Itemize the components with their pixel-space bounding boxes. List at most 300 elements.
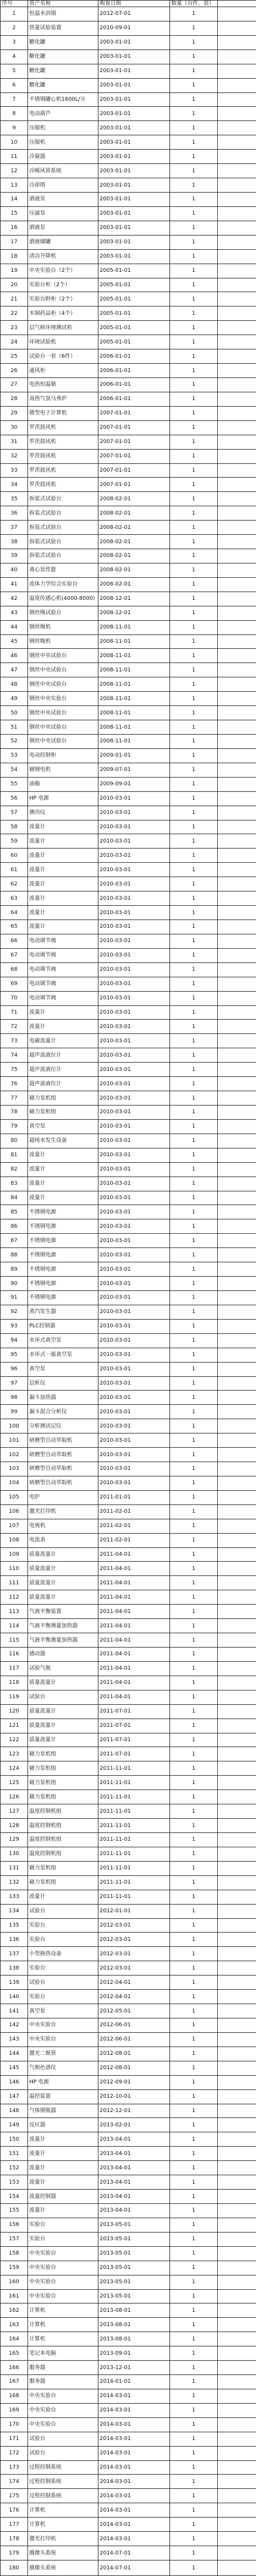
purchase-date: 2014-03-01 — [98, 2475, 170, 2489]
purchase-date: 2013-05-01 — [98, 2275, 170, 2289]
asset-name: 糖化罐 — [28, 35, 98, 49]
quantity: 1 — [170, 2046, 218, 2061]
asset-name: 试验台 — [28, 1690, 98, 1704]
row-number: 31 — [1, 435, 28, 449]
extra-cell — [218, 1833, 256, 1847]
purchase-date: 2011-11-01 — [98, 1819, 170, 1833]
row-number: 3 — [1, 35, 28, 49]
quantity: 1 — [170, 1063, 218, 1077]
row-number: 114 — [1, 1619, 28, 1633]
quantity: 1 — [170, 92, 218, 107]
table-row — [1, 206, 256, 221]
table-row — [1, 2518, 256, 2532]
quantity: 1 — [170, 406, 218, 420]
asset-name: 中央实验台 — [28, 2032, 98, 2046]
row-number: 86 — [1, 1219, 28, 1234]
purchase-date: 2011-02-01 — [98, 1533, 170, 1547]
purchase-date: 2010-03-01 — [98, 991, 170, 1005]
asset-name: 试验台 — [28, 1904, 98, 1918]
purchase-date: 2012-08-01 — [98, 2046, 170, 2061]
quantity: 1 — [170, 1947, 218, 1961]
row-number: 19 — [1, 264, 28, 278]
quantity: 1 — [170, 677, 218, 692]
extra-cell — [218, 249, 256, 264]
quantity: 1 — [170, 2147, 218, 2161]
row-number: 100 — [1, 1419, 28, 1433]
asset-name: 流量计 — [28, 820, 98, 834]
asset-name: 压缩机 — [28, 121, 98, 135]
purchase-date: 2003-01-01 — [98, 150, 170, 164]
row-number: 17 — [1, 235, 28, 249]
table-row — [1, 1918, 256, 1933]
purchase-date: 2010-03-01 — [98, 920, 170, 934]
quantity: 1 — [170, 2489, 218, 2503]
row-number: 80 — [1, 1134, 28, 1148]
asset-name: 糖化罐 — [28, 49, 98, 64]
row-number: 92 — [1, 1305, 28, 1319]
purchase-date: 2010-03-01 — [98, 1176, 170, 1191]
extra-cell — [218, 1476, 256, 1490]
purchase-date: 2012-04-01 — [98, 1976, 170, 1990]
quantity: 1 — [170, 1661, 218, 1676]
purchase-date: 2013-02-01 — [98, 2118, 170, 2132]
quantity: 1 — [170, 7, 218, 21]
table-row — [1, 335, 256, 349]
purchase-date: 2011-11-01 — [98, 1833, 170, 1847]
quantity: 1 — [170, 49, 218, 64]
quantity: 1 — [170, 2332, 218, 2346]
row-number: 156 — [1, 2218, 28, 2232]
purchase-date: 2007-01-01 — [98, 420, 170, 435]
asset-name: 质量流量计 — [28, 1676, 98, 1690]
quantity: 1 — [170, 991, 218, 1005]
asset-name: 中央实验台 — [28, 2389, 98, 2403]
table-row — [1, 1048, 256, 1063]
asset-name: 钢丝中央试验台 — [28, 735, 98, 749]
table-row — [1, 2361, 256, 2375]
asset-name: 试验台 — [28, 2432, 98, 2446]
table-body — [1, 7, 256, 2576]
asset-name: 高热气氛马弗炉 — [28, 392, 98, 406]
row-number: 111 — [1, 1576, 28, 1590]
quantity: 1 — [170, 107, 218, 121]
asset-name: 钢丝中央实验台 — [28, 692, 98, 706]
asset-name: 钢丝中央试验台 — [28, 663, 98, 677]
purchase-date: 2005-01-01 — [98, 306, 170, 321]
quantity: 1 — [170, 1091, 218, 1106]
table-row — [1, 706, 256, 720]
purchase-date: 2010-03-01 — [98, 948, 170, 962]
asset-name: 不锈钢电源 — [28, 1277, 98, 1291]
extra-cell — [218, 2318, 256, 2332]
extra-cell — [218, 364, 256, 378]
extra-cell — [218, 64, 256, 78]
purchase-date: 2010-03-01 — [98, 1376, 170, 1391]
table-row — [1, 1562, 256, 1576]
purchase-date: 2010-03-01 — [98, 1348, 170, 1362]
row-number: 91 — [1, 1290, 28, 1305]
quantity: 1 — [170, 1819, 218, 1833]
asset-name: 质量流量计 — [28, 1704, 98, 1719]
table-row — [1, 1063, 256, 1077]
table-row — [1, 1761, 256, 1776]
asset-name: 质量流量计 — [28, 1547, 98, 1562]
quantity: 1 — [170, 2161, 218, 2175]
purchase-date: 2010-03-01 — [98, 834, 170, 849]
quantity: 1 — [170, 1747, 218, 1761]
purchase-date: 2005-01-01 — [98, 264, 170, 278]
row-number: 98 — [1, 1391, 28, 1405]
table-row — [1, 164, 256, 178]
asset-name: 漏斗加热器 — [28, 1391, 98, 1405]
purchase-date: 2014-03-01 — [98, 2503, 170, 2518]
row-number: 78 — [1, 1105, 28, 1119]
asset-name: 温度控制机组 — [28, 1833, 98, 1847]
extra-cell — [218, 1063, 256, 1077]
purchase-date: 2008-11-01 — [98, 677, 170, 692]
asset-name: 流量计 — [28, 2132, 98, 2147]
row-number: 96 — [1, 1362, 28, 1376]
row-number: 124 — [1, 1761, 28, 1776]
extra-cell — [218, 2475, 256, 2489]
extra-cell — [218, 1562, 256, 1576]
quantity: 1 — [170, 221, 218, 235]
quantity: 1 — [170, 2289, 218, 2303]
purchase-date: 2014-03-01 — [98, 2460, 170, 2475]
asset-name: 冷凝器 — [28, 150, 98, 164]
purchase-date: 2011-04-01 — [98, 1562, 170, 1576]
asset-name: 漏斗混合分析仪 — [28, 1405, 98, 1419]
asset-name: 中央实验台 — [28, 2275, 98, 2289]
purchase-date: 2010-03-01 — [98, 1476, 170, 1490]
purchase-date: 2014-03-01 — [98, 2518, 170, 2532]
extra-cell — [218, 1020, 256, 1034]
extra-cell — [218, 549, 256, 564]
row-number: 122 — [1, 1733, 28, 1747]
table-row — [1, 2232, 256, 2246]
purchase-date: 2011-07-01 — [98, 1747, 170, 1761]
table-row — [1, 21, 256, 35]
asset-name: 流量计 — [28, 2147, 98, 2161]
quantity: 1 — [170, 1448, 218, 1462]
quantity: 1 — [170, 791, 218, 806]
extra-cell — [218, 221, 256, 235]
extra-cell — [218, 763, 256, 777]
extra-cell — [218, 977, 256, 991]
purchase-date: 2011-07-01 — [98, 1719, 170, 1733]
row-number: 41 — [1, 577, 28, 592]
table-row — [1, 264, 256, 278]
quantity: 1 — [170, 2389, 218, 2403]
extra-cell — [218, 2147, 256, 2161]
row-number: 12 — [1, 164, 28, 178]
table-row — [1, 649, 256, 663]
purchase-date: 2003-01-01 — [98, 206, 170, 221]
extra-cell — [218, 1547, 256, 1562]
extra-cell — [218, 1119, 256, 1134]
quantity: 1 — [170, 1990, 218, 2004]
row-number: 153 — [1, 2175, 28, 2190]
purchase-date: 2007-01-01 — [98, 435, 170, 449]
table-row — [1, 906, 256, 920]
quantity: 1 — [170, 649, 218, 663]
quantity: 1 — [170, 521, 218, 535]
extra-cell — [218, 2190, 256, 2204]
purchase-date: 2010-03-01 — [98, 806, 170, 820]
extra-cell — [218, 2218, 256, 2232]
extra-cell — [218, 1462, 256, 1476]
row-number: 137 — [1, 1947, 28, 1961]
table-row — [1, 1234, 256, 1248]
purchase-date: 2010-03-01 — [98, 1305, 170, 1319]
asset-name: 罗茨鼓风机 — [28, 449, 98, 463]
asset-name: 电动葫芦 — [28, 107, 98, 121]
asset-name: 不锈钢电源 — [28, 1205, 98, 1219]
table-row — [1, 806, 256, 820]
quantity: 1 — [170, 1290, 218, 1305]
table-row — [1, 1605, 256, 1619]
extra-cell — [218, 2417, 256, 2432]
purchase-date: 2008-11-01 — [98, 692, 170, 706]
quantity: 1 — [170, 178, 218, 193]
quantity: 1 — [170, 463, 218, 478]
quantity: 1 — [170, 164, 218, 178]
purchase-date: 2007-01-01 — [98, 449, 170, 463]
quantity: 1 — [170, 606, 218, 620]
asset-name: 质量流量计 — [28, 1733, 98, 1747]
table-row — [1, 2303, 256, 2318]
table-row — [1, 1990, 256, 2004]
table-row — [1, 449, 256, 463]
row-number: 179 — [1, 2546, 28, 2560]
asset-name: 冷暖风管系统 — [28, 164, 98, 178]
extra-cell — [218, 1847, 256, 1861]
row-number: 25 — [1, 349, 28, 364]
row-number: 123 — [1, 1747, 28, 1761]
asset-name: 流量控制器 — [28, 2190, 98, 2204]
extra-cell — [218, 906, 256, 920]
table-row — [1, 2147, 256, 2161]
purchase-date: 2011-11-01 — [98, 1861, 170, 1875]
purchase-date: 2011-02-01 — [98, 1519, 170, 1533]
asset-name: 流量计 — [28, 834, 98, 849]
row-number: 35 — [1, 492, 28, 506]
asset-name: 磁力泵机组 — [28, 1105, 98, 1119]
extra-cell — [218, 1875, 256, 1890]
extra-cell — [218, 178, 256, 193]
extra-cell — [218, 192, 256, 206]
row-number: 71 — [1, 1005, 28, 1020]
table-row — [1, 1277, 256, 1291]
quantity: 1 — [170, 1205, 218, 1219]
asset-name: 实验台 — [28, 1961, 98, 1976]
extra-cell — [218, 1105, 256, 1119]
quantity: 1 — [170, 563, 218, 577]
extra-cell — [218, 306, 256, 321]
row-number: 136 — [1, 1933, 28, 1947]
purchase-date: 2011-11-01 — [98, 1847, 170, 1861]
quantity: 1 — [170, 2560, 218, 2576]
table-row — [1, 2546, 256, 2560]
purchase-date: 2011-04-01 — [98, 1633, 170, 1648]
row-number: 51 — [1, 720, 28, 735]
asset-name: 实验台 — [28, 1918, 98, 1933]
asset-name: 流量计 — [28, 906, 98, 920]
table-row — [1, 2161, 256, 2175]
table-row — [1, 2289, 256, 2303]
asset-name: HP 电源 — [28, 2075, 98, 2089]
table-row — [1, 1833, 256, 1847]
extra-cell — [218, 1576, 256, 1590]
quantity: 1 — [170, 2032, 218, 2046]
quantity: 1 — [170, 720, 218, 735]
quantity: 1 — [170, 2446, 218, 2460]
extra-cell — [218, 2375, 256, 2389]
table-row — [1, 1648, 256, 1662]
table-row — [1, 977, 256, 991]
quantity: 1 — [170, 777, 218, 791]
quantity: 1 — [170, 1476, 218, 1490]
purchase-date: 2010-03-01 — [98, 1219, 170, 1234]
purchase-date: 2010-03-01 — [98, 1063, 170, 1077]
purchase-date: 2010-03-01 — [98, 1162, 170, 1176]
extra-cell — [218, 278, 256, 292]
table-row — [1, 948, 256, 962]
purchase-date: 2009-09-01 — [98, 777, 170, 791]
row-number: 151 — [1, 2147, 28, 2161]
row-number: 157 — [1, 2232, 28, 2246]
purchase-date: 2003-01-01 — [98, 78, 170, 92]
purchase-date: 2013-08-01 — [98, 2303, 170, 2318]
asset-name: HP 电源 — [28, 791, 98, 806]
row-number: 34 — [1, 478, 28, 492]
quantity: 1 — [170, 420, 218, 435]
purchase-date: 2012-03-01 — [98, 1961, 170, 1976]
extra-cell — [218, 934, 256, 948]
row-number: 125 — [1, 1776, 28, 1790]
table-row — [1, 1576, 256, 1590]
quantity: 1 — [170, 748, 218, 763]
table-row — [1, 221, 256, 235]
row-number: 177 — [1, 2518, 28, 2532]
row-number: 129 — [1, 1833, 28, 1847]
purchase-date: 2008-11-01 — [98, 649, 170, 663]
table-row — [1, 2403, 256, 2417]
table-row — [1, 592, 256, 606]
asset-name: 计算机 — [28, 2503, 98, 2518]
extra-cell — [218, 1690, 256, 1704]
row-number: 118 — [1, 1676, 28, 1690]
asset-name: 电磁流量计 — [28, 1034, 98, 1048]
purchase-date: 2012-03-01 — [98, 1947, 170, 1961]
purchase-date: 2010-03-01 — [98, 1448, 170, 1462]
extra-cell — [218, 406, 256, 420]
extra-cell — [218, 806, 256, 820]
header-no: 序号 — [1, 1, 28, 7]
quantity: 1 — [170, 2261, 218, 2275]
asset-name: 测功仪 — [28, 806, 98, 820]
extra-cell — [218, 1134, 256, 1148]
table-row — [1, 1719, 256, 1733]
asset-name: 冷却塔 — [28, 178, 98, 193]
row-number: 146 — [1, 2075, 28, 2089]
quantity: 1 — [170, 2503, 218, 2518]
asset-name: 流量计 — [28, 1890, 98, 1904]
extra-cell — [218, 649, 256, 663]
asset-name: 糖化罐 — [28, 78, 98, 92]
purchase-date: 2012-06-01 — [98, 2032, 170, 2046]
asset-name: 电动调节阀 — [28, 934, 98, 948]
table-row — [1, 2061, 256, 2075]
extra-cell — [218, 820, 256, 834]
extra-cell — [218, 720, 256, 735]
extra-cell — [218, 735, 256, 749]
asset-name: 水环式真空泵 — [28, 1333, 98, 1348]
purchase-date: 2012-12-01 — [98, 2104, 170, 2118]
extra-cell — [218, 1348, 256, 1362]
extra-cell — [218, 478, 256, 492]
row-number: 13 — [1, 178, 28, 193]
purchase-date: 2006-01-01 — [98, 377, 170, 392]
quantity: 1 — [170, 863, 218, 877]
quantity: 1 — [170, 1020, 218, 1034]
purchase-date: 2010-03-01 — [98, 1419, 170, 1433]
table-row — [1, 2275, 256, 2289]
extra-cell — [218, 1619, 256, 1633]
quantity: 1 — [170, 1761, 218, 1776]
row-number: 163 — [1, 2318, 28, 2332]
asset-name: 激光打印机 — [28, 2532, 98, 2546]
extra-cell — [218, 663, 256, 677]
purchase-date: 2010-03-01 — [98, 1048, 170, 1063]
quantity: 1 — [170, 1562, 218, 1576]
quantity: 1 — [170, 577, 218, 592]
row-number: 16 — [1, 221, 28, 235]
row-number: 73 — [1, 1034, 28, 1048]
purchase-date: 2010-03-01 — [98, 1034, 170, 1048]
asset-name: 拆装式试验台 — [28, 521, 98, 535]
row-number: 144 — [1, 2046, 28, 2061]
asset-name: 压滤泵 — [28, 206, 98, 221]
table-row — [1, 1034, 256, 1048]
asset-name: 超声波液位计 — [28, 1077, 98, 1091]
header-row — [1, 1, 256, 7]
purchase-date: 2014-03-01 — [98, 2446, 170, 2460]
row-number: 6 — [1, 78, 28, 92]
purchase-date: 2012-03-01 — [98, 1933, 170, 1947]
extra-cell — [218, 2089, 256, 2104]
quantity: 1 — [170, 1719, 218, 1733]
row-number: 131 — [1, 1861, 28, 1875]
extra-cell — [218, 634, 256, 649]
quantity: 1 — [170, 1362, 218, 1376]
quantity: 1 — [170, 2518, 218, 2532]
quantity: 1 — [170, 264, 218, 278]
row-number: 53 — [1, 748, 28, 763]
table-row — [1, 1105, 256, 1119]
purchase-date: 2010-03-01 — [98, 1077, 170, 1091]
row-number: 112 — [1, 1590, 28, 1605]
extra-cell — [218, 1248, 256, 1262]
purchase-date: 2003-01-01 — [98, 135, 170, 150]
purchase-date: 2008-11-01 — [98, 735, 170, 749]
asset-name: 温度控制机组 — [28, 1847, 98, 1861]
purchase-date: 2013-08-01 — [98, 2318, 170, 2332]
quantity: 1 — [170, 2475, 218, 2489]
extra-cell — [218, 1205, 256, 1219]
row-number: 59 — [1, 834, 28, 849]
asset-name: 酒液泵 — [28, 192, 98, 206]
